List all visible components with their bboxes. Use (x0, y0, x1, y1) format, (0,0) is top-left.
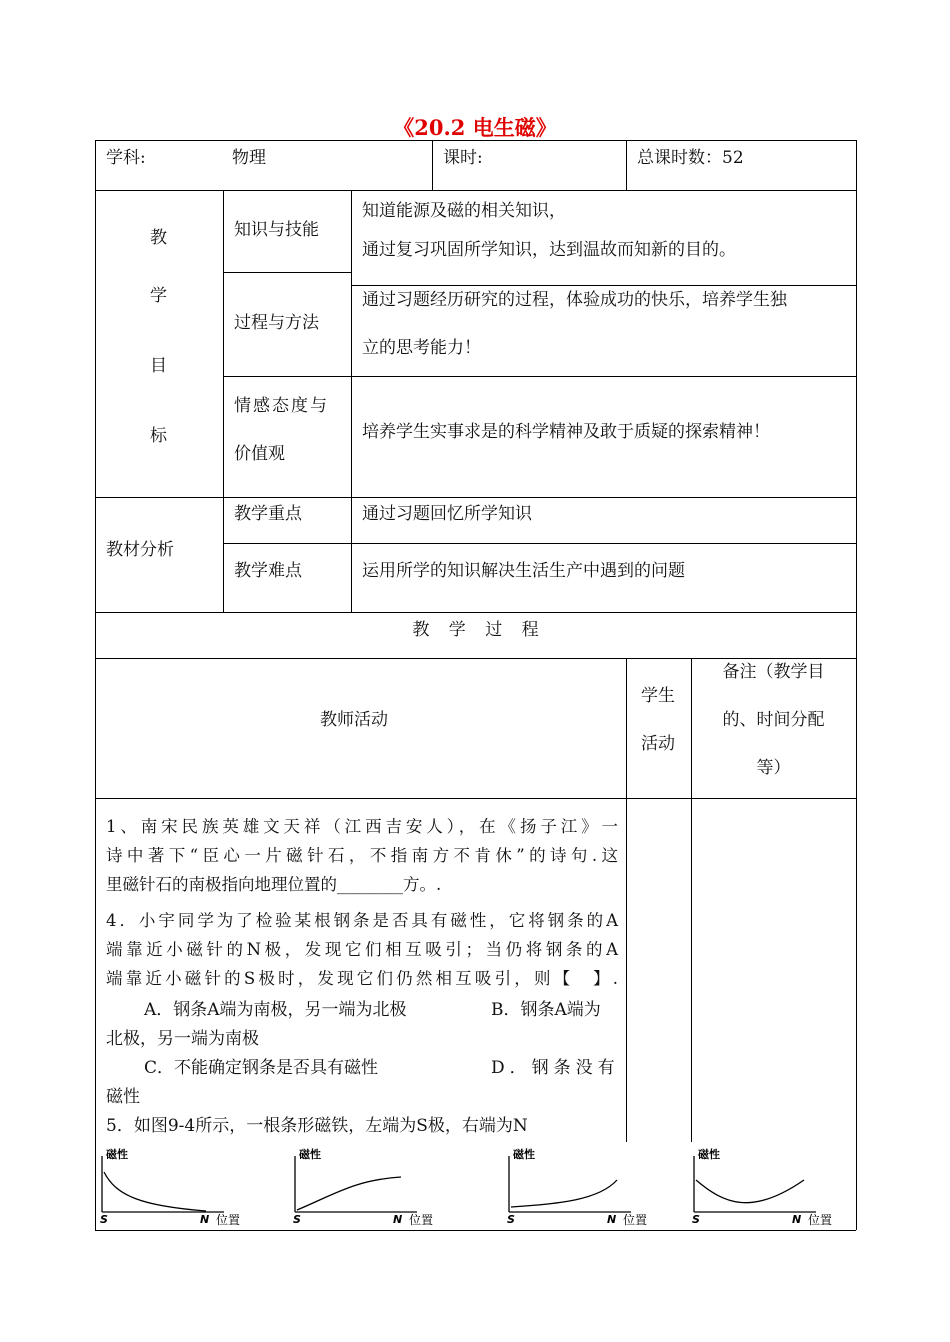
objective-text: 知道能源及磁的相关知识， (362, 201, 566, 221)
graph-s-label: S (692, 1213, 700, 1226)
objective-text: 立的思考能力！ (362, 338, 481, 358)
graph-s-label: S (100, 1213, 108, 1226)
question-line: 端靠近小磁针的N极，发现它们相互吸引；当仍将钢条的A (106, 940, 618, 959)
graph-n-label: N (607, 1213, 617, 1226)
process-heading: 教 学 过 程 (412, 620, 539, 640)
note-header: 备注（教学目 (722, 662, 825, 682)
option-d: D．钢条没有 (491, 1058, 620, 1078)
graph-ylabel: 磁性 (299, 1148, 321, 1161)
question-line: 诗中著下“臣心一片磁针石，不指南方不肯休”的诗句.这 (106, 846, 618, 865)
objectives-side-char: 教 (150, 228, 167, 248)
analysis-row-label: 教学重点 (234, 504, 302, 524)
objective-label: 知识与技能 (234, 220, 319, 240)
page-title: 《20.2 电生磁》 (393, 115, 557, 140)
note-header: 等） (756, 758, 791, 778)
option-a: A．钢条A端为南极，另一端为北极 (144, 1000, 407, 1020)
analysis-row-label: 教学难点 (234, 561, 302, 581)
objective-label: 情感态度与 (234, 396, 329, 416)
question-line: 里磁针石的南极指向地理位置的________方。. (106, 875, 442, 894)
analysis-row-text: 通过习题回忆所学知识 (362, 504, 532, 524)
note-header: 的、时间分配 (722, 710, 825, 730)
analysis-row-text: 运用所学的知识解决生活生产中遇到的问题 (362, 561, 685, 581)
objectives-side-char: 标 (150, 426, 167, 446)
objective-text: 通过习题经历研究的过程，体验成功的快乐，培养学生独 (362, 290, 787, 310)
option-b: B．钢条A端为 (491, 1000, 601, 1020)
subject-label: 学科: (106, 148, 146, 168)
question-line: 4．小宇同学为了检验某根钢条是否具有磁性，它将钢条的A (106, 911, 618, 930)
objectives-side-char: 目 (150, 356, 167, 376)
objective-text: 培养学生实事求是的科学精神及敢于质疑的探索精神！ (362, 422, 770, 442)
question-5: 5．如图9-4所示，一根条形磁铁，左端为S极，右端为N (106, 1116, 528, 1136)
objectives-side-char: 学 (150, 286, 167, 306)
graph-xlabel: 位置 (409, 1213, 434, 1227)
analysis-label: 教材分析 (106, 540, 174, 560)
option-d-cont: 磁性 (106, 1087, 140, 1107)
objective-text: 通过复习巩固所学知识，达到温故而知新的目的。 (362, 240, 736, 260)
graph-xlabel: 位置 (623, 1213, 648, 1227)
graph-xlabel: 位置 (808, 1213, 833, 1227)
period-label: 课时: (443, 148, 483, 168)
objective-label: 价值观 (234, 444, 285, 464)
graph-ylabel: 磁性 (513, 1148, 535, 1161)
graph-curve (511, 1180, 617, 1207)
graph-n-label: N (792, 1213, 802, 1226)
graph-curve (297, 1177, 401, 1210)
option-b-cont: 北极，另一端为南极 (106, 1029, 259, 1049)
graph-ylabel: 磁性 (106, 1148, 128, 1161)
subject-value: 物理 (232, 148, 266, 168)
graph-ylabel: 磁性 (698, 1148, 720, 1161)
graph-s-label: S (507, 1213, 515, 1226)
graph-n-label: N (393, 1213, 403, 1226)
question-line: 端靠近小磁针的S极时，发现它们仍然相互吸引，则【 】. (106, 969, 618, 988)
question-line: 1、南宋民族英雄文天祥（江西吉安人），在《扬子江》一 (106, 817, 618, 836)
graph-curve (104, 1172, 206, 1211)
graph-s-label: S (293, 1213, 301, 1226)
teacher-activity-header: 教师活动 (320, 710, 388, 730)
student-activity-header: 学生 (641, 686, 675, 706)
objective-label: 过程与方法 (234, 313, 319, 333)
graph-xlabel: 位置 (216, 1213, 241, 1227)
option-c: C．不能确定钢条是否具有磁性 (144, 1058, 379, 1078)
student-activity-header: 活动 (641, 734, 675, 754)
graph-n-label: N (200, 1213, 210, 1226)
total-periods: 总课时数：52 (637, 148, 744, 168)
graph-curve (696, 1180, 804, 1203)
